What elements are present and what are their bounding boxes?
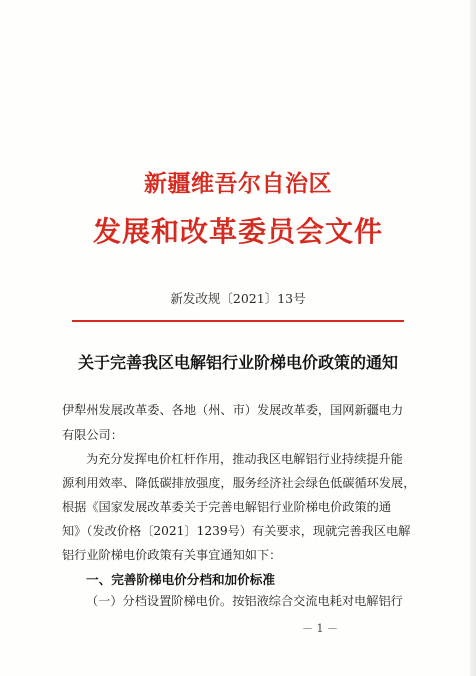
document-title: 关于完善我区电解铝行业阶梯电价政策的通知 xyxy=(77,353,398,372)
red-separator-rule xyxy=(72,320,404,322)
paragraph-line: 铝行业阶梯电价政策有关事宜通知如下： xyxy=(62,548,282,562)
paragraph-line: 为充分发挥电价杠杆作用，推动我区电解铝行业持续提升能 xyxy=(86,452,403,466)
section-heading: 一、完善阶梯电价分档和加价标准 xyxy=(86,572,275,587)
recipients-line: 有限公司： xyxy=(62,428,123,442)
document-number: 新发改规〔2021〕13号 xyxy=(170,291,306,306)
paragraph-line: 源利用效率、降低碳排放强度，服务经济社会绿色低碳循环发展， xyxy=(62,476,416,490)
page-number: － 1 － xyxy=(302,622,338,635)
document-type-heading: 发展和改革委员会文件 xyxy=(92,215,383,248)
paragraph-line: 根据《国家发展改革委关于完善电解铝行业阶梯电价政策的通 xyxy=(62,500,392,514)
recipients-line: 伊犁州发展改革委、各地（州、市）发展改革委，国网新疆电力 xyxy=(62,403,404,417)
paragraph-line: （一）分档设置阶梯电价。按铝液综合交流电耗对电解铝行 xyxy=(86,594,403,608)
paragraph-line: 知》（发改价格〔2021〕1239号）有关要求，现就完善我区电解 xyxy=(62,524,411,538)
issuer-name: 新疆维吾尔自治区 xyxy=(144,170,332,197)
scan-edge xyxy=(470,0,476,676)
